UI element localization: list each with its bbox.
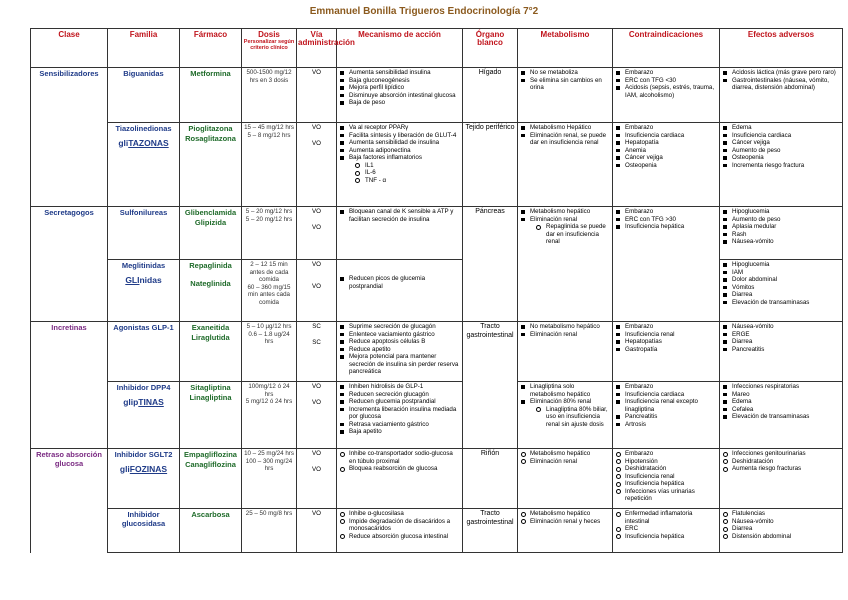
list-item: Reducen secreción glucagón — [347, 391, 460, 399]
mnemonic-suffix: FOZINAS — [129, 464, 168, 475]
route-cell — [297, 123, 337, 207]
adverse-effects-cell — [720, 382, 843, 449]
dose-text: 15 – 45 mg/12 hrs — [244, 124, 294, 131]
list-item: Facilita síntesis y liberación de GLUT-4 — [347, 132, 460, 140]
list-item: Baja de peso — [347, 99, 460, 107]
list-item: Mejora perfil lipídico — [347, 84, 460, 92]
family-cell — [108, 449, 180, 509]
organ-cell: Riñón — [463, 449, 518, 509]
sub-list-item: Linagliptina 80% biliar, uso en insuficiencia renal sin ajuste dosis — [544, 406, 610, 429]
list-item: Incrementa riesgo fractura — [730, 162, 840, 170]
mechanism-cell — [337, 207, 463, 260]
route-text: SC — [312, 323, 321, 330]
family-cell — [108, 382, 180, 449]
route-text: VO — [312, 465, 321, 473]
route-text: VO — [312, 139, 321, 147]
list-item: Gastropatía — [623, 346, 717, 354]
list-item: Bloquean canal de K sensible a ATP y facilitan secreción de insulina — [347, 208, 460, 223]
family-cell — [108, 123, 180, 207]
metabolism-cell — [518, 322, 613, 382]
list-item: Enlentece vaciamiento gástrico — [347, 331, 460, 339]
family-name: Meglitinidas — [121, 261, 166, 270]
list-item: Metabolismo hepático — [528, 450, 610, 458]
list-item: Embarazo — [623, 383, 717, 391]
list-item: Náusea-vómito — [730, 518, 840, 526]
spacer — [299, 216, 334, 224]
organ-cell: Tracto gastrointestinal — [463, 322, 518, 449]
route-text: VO — [312, 450, 321, 457]
dose-cell: 500-1500 mg/12 hrs en 3 dosis — [242, 68, 297, 123]
list-item: Inhibe co-transportador sodio-glucosa en túbulo proximal — [347, 450, 460, 465]
list-item: Cáncer vejiga — [623, 154, 717, 162]
list-item: Infecciones vías urinarias repetición — [623, 488, 717, 503]
list-item: Baja apetito — [347, 428, 460, 436]
drug-name: Sitagliptina — [190, 383, 231, 392]
route-cell — [297, 207, 337, 260]
mnemonic-suffix: TAZONAS — [128, 138, 169, 149]
list-item: Suprime secreción de glucagón — [347, 323, 460, 331]
table-row — [31, 207, 843, 260]
header-contraindicaciones: Contraindicaciones — [613, 29, 720, 68]
drug-cell — [180, 322, 242, 382]
drug-cell — [180, 382, 242, 449]
list-item: ERC con TFG <30 — [623, 77, 717, 85]
list-item: Inhiben hidrolisis de GLP-1 — [347, 383, 460, 391]
header-clase: Clase — [31, 29, 108, 68]
sub-list-item: TNF - α — [363, 177, 460, 185]
list-item: Mejora potencial para mantener secreción de insulina sin perder reserva pancreática — [349, 353, 459, 376]
metabolism-cell — [518, 68, 613, 123]
list-item: Insuficiencia renal excepto linagliptina — [623, 398, 717, 413]
list-item: Diarrea — [730, 525, 840, 533]
list-item: Embarazo — [623, 124, 717, 132]
dose-text: 10 – 25 mg/24 hrs — [244, 450, 294, 457]
list-item: Acidosis (sepsis, estrés, trauma, IAM, alcoholismo) — [623, 84, 717, 99]
list-item: Aumenta sensibilidad de insulina — [347, 139, 460, 147]
header-farmaco: Fármaco — [180, 29, 242, 68]
list-item: Elevación de transaminasas — [730, 299, 840, 307]
list-item: Eliminación renal — [528, 331, 610, 339]
adverse-effects-cell — [720, 449, 843, 509]
header-metabolismo: Metabolismo — [518, 29, 613, 68]
list-item: Se elimina sin cambios en orina — [528, 77, 610, 92]
metabolism-cell — [518, 509, 613, 553]
mechanism-cell — [337, 509, 463, 553]
list-item: Flatulencias — [730, 510, 840, 518]
list-item: Bloquea reabsorción de glucosa — [347, 465, 460, 473]
list-item: Diarrea — [730, 291, 840, 299]
adverse-effects-cell — [720, 260, 843, 322]
mechanism-cell — [337, 68, 463, 123]
spacer — [182, 271, 239, 279]
list-item: Insuficiencia hepática — [623, 223, 717, 231]
dose-cell — [242, 322, 297, 382]
list-item: Reducen picos de glucemia postprandial — [347, 275, 460, 290]
class-cell-continued — [31, 509, 108, 553]
list-item: Eliminación renal, se puede dar en insuficiencia renal — [528, 132, 610, 147]
table-row — [31, 382, 843, 449]
contraindications-cell — [613, 207, 720, 322]
list-item: Mareo — [730, 391, 840, 399]
list-item: Insuficiencia cardiaca — [730, 132, 840, 140]
table-row — [31, 260, 843, 322]
drug-name: Rosaglitazona — [185, 133, 236, 143]
list-item: Insuficiencia cardiaca — [623, 391, 717, 399]
list-item: Insuficiencia cardiaca — [623, 132, 717, 140]
route-text: VO — [312, 383, 321, 390]
mechanism-cell — [337, 382, 463, 449]
mechanism-cell — [337, 260, 463, 322]
list-item: Aumento de peso — [730, 147, 840, 155]
adverse-effects-cell — [720, 123, 843, 207]
drug-name: Repaglinida — [189, 261, 232, 270]
list-item: Insuficiencia renal — [623, 331, 717, 339]
list-item — [347, 154, 460, 184]
mnemonic-prefix: gli — [119, 464, 130, 475]
list-item: Hipoglucemia — [730, 208, 840, 216]
mechanism-cell — [337, 322, 463, 382]
family-cell: Agonistas GLP-1 — [108, 322, 180, 382]
route-text: VO — [312, 223, 321, 231]
list-item: Insuficiencia hepática — [623, 480, 717, 488]
metabolism-cell — [518, 123, 613, 207]
mechanism-cell — [337, 449, 463, 509]
adverse-effects-cell — [720, 68, 843, 123]
list-item: Edema — [730, 124, 840, 132]
contraindications-cell — [613, 322, 720, 382]
list-item: Retrasa vaciamiento gástrico — [347, 421, 460, 429]
list-item: Eliminación renal y heces — [528, 518, 610, 526]
header-via: Vía administración — [297, 29, 337, 68]
contraindications-cell — [613, 382, 720, 449]
list-item-text: Baja factores inflamatorios — [349, 154, 422, 162]
list-item: Embarazo — [623, 69, 717, 77]
drug-name: Glipizida — [194, 217, 227, 227]
dose-text: 60 – 360 mg/15 min antes cada comida — [247, 283, 291, 306]
list-item: Linagliptina solo metabolismo hepático — [528, 383, 610, 398]
class-cell: Incretinas — [31, 322, 108, 382]
list-item: Osteopenia — [623, 162, 717, 170]
list-item: Deshidratación — [623, 465, 717, 473]
list-item: Deshidratación — [730, 458, 840, 466]
table-row — [31, 509, 843, 553]
list-item: ERC con TFG >30 — [623, 216, 717, 224]
mnemonic — [110, 275, 177, 285]
list-item: Cáncer vejiga — [730, 139, 840, 147]
family-name: Inhibidor SGLT2 — [114, 450, 173, 459]
family-cell: Inhibidor glucosidasa — [108, 509, 180, 553]
spacer — [299, 458, 334, 466]
list-item-text: Eliminación 80% renal — [530, 398, 592, 406]
list-item: Aumenta sensibilidad insulina — [347, 69, 460, 77]
spacer — [299, 132, 334, 140]
list-item — [528, 216, 610, 246]
class-cell: Retraso absorción glucosa — [31, 449, 108, 509]
list-item: Reduce apoptosis células B — [347, 338, 460, 346]
list-item: Hipoglucemia — [730, 261, 840, 269]
list-item: No metabolismo hepático — [528, 323, 610, 331]
list-item: Acidosis láctica (más grave pero raro) — [730, 69, 840, 77]
route-cell — [297, 449, 337, 509]
contraindications-cell — [613, 449, 720, 509]
list-item: Gastrointestinales (náusea, vómito, diarrea, distensión abdominal) — [730, 77, 840, 92]
list-item: No se metaboliza — [528, 69, 610, 77]
list-item: Aplasia medular — [730, 223, 840, 231]
list-item: Pancreatitis — [730, 346, 840, 354]
route-text: VO — [312, 208, 321, 215]
drug-name: Exaneitida — [191, 323, 230, 332]
table-row — [31, 449, 843, 509]
header-row — [31, 29, 843, 68]
drug-name: Liraglutida — [191, 332, 230, 342]
organ-cell: Hígado — [463, 68, 518, 123]
dose-text: 5 – 20 mg/12 hrs — [245, 208, 293, 215]
list-item: ERC — [623, 525, 717, 533]
list-item: Aumento de peso — [730, 216, 840, 224]
class-cell-continued — [31, 382, 108, 449]
dose-cell — [242, 382, 297, 449]
dose-cell: 25 – 50 mg/8 hrs — [242, 509, 297, 553]
list-item: Rash — [730, 231, 840, 239]
route-text: VO — [312, 398, 321, 406]
list-item: Aumenta adiponectina — [347, 147, 460, 155]
list-item: IAM — [730, 269, 840, 277]
list-item: Embarazo — [623, 208, 717, 216]
dose-cell — [242, 207, 297, 260]
contraindications-cell — [613, 68, 720, 123]
metabolism-cell — [518, 449, 613, 509]
adverse-effects-cell — [720, 322, 843, 382]
list-item: Edema — [730, 398, 840, 406]
list-item: Vómitos — [730, 284, 840, 292]
drug-name: Linagliptina — [189, 392, 232, 402]
list-item: Incrementa liberación insulina mediada por glucosa — [347, 406, 460, 421]
list-item: Metabolismo hepático — [528, 510, 610, 518]
drug-cell — [180, 449, 242, 509]
spacer — [299, 269, 334, 283]
class-cell-continued — [31, 123, 108, 207]
drug-name: Canagliflozina — [185, 459, 236, 469]
drug-cell — [180, 123, 242, 207]
class-cell: Sensibilizadores — [31, 68, 108, 123]
header-organo: Órgano blanco — [463, 29, 518, 68]
metabolism-cell — [518, 207, 613, 322]
dose-text: 2 – 12 15 min antes de cada comida — [249, 261, 289, 284]
drug-name: Empagliflozina — [184, 450, 237, 459]
drug-name: Pioglitazona — [188, 124, 233, 133]
list-item: Metabolismo Hepático — [528, 124, 610, 132]
drug-cell — [180, 207, 242, 260]
route-cell: VO — [297, 509, 337, 553]
route-text: VO — [312, 261, 321, 268]
family-cell: Sulfonilureas — [108, 207, 180, 260]
spacer — [299, 331, 334, 339]
table-row — [31, 322, 843, 382]
header-dosis — [242, 29, 297, 68]
mnemonic-prefix: GLI — [125, 275, 140, 286]
dose-text: 100 – 300 mg/24 hrs — [245, 457, 293, 473]
route-text: VO — [312, 282, 321, 290]
dose-cell — [242, 260, 297, 322]
family-cell — [108, 260, 180, 322]
mnemonic — [110, 138, 177, 148]
dose-text: 5 – 10 µg/12 hrs — [246, 323, 292, 330]
list-item: Náusea-vómito — [730, 238, 840, 246]
list-item: Anemia — [623, 147, 717, 155]
list-item: Metabolismo hepático — [528, 208, 610, 216]
dose-text: 5 mg/12 ó 24 hrs — [245, 398, 293, 406]
list-item: Insuficiencia hepática — [623, 533, 717, 541]
spacer — [339, 261, 460, 275]
adverse-effects-cell — [720, 207, 843, 260]
mnemonic-suffix: nidas — [139, 275, 162, 286]
organ-cell: Tracto gastrointestinal — [463, 509, 518, 553]
drug-cell: Ascarbosa — [180, 509, 242, 553]
route-cell — [297, 260, 337, 322]
family-name: Tiazolinedionas — [115, 124, 172, 133]
header-familia: Familia — [108, 29, 180, 68]
list-item: Infecciones respiratorias — [730, 383, 840, 391]
mnemonic-suffix: TINAS — [138, 397, 164, 408]
table-row — [31, 68, 843, 123]
list-item: Cefalea — [730, 406, 840, 414]
route-text: SC — [312, 338, 321, 346]
route-text: VO — [312, 124, 321, 131]
list-item: Reduce apetito — [347, 346, 460, 354]
page-title: Emmanuel Bonilla Trigueros Endocrinología 7°2 — [309, 6, 539, 17]
list-item: Embarazo — [623, 450, 717, 458]
header-efectos: Efectos adversos — [720, 29, 843, 68]
list-item: Baja gluconeogénesis — [347, 77, 460, 85]
dose-text: 0.6 – 1.8 ug/24 hrs — [248, 330, 290, 346]
header-dosis-note: Personalizar según criterio clínico — [243, 39, 295, 52]
list-item: Reduce absorción glucosa intestinal — [347, 533, 460, 541]
header-mecanismo: Mecanismo de acción — [337, 29, 463, 68]
sub-list-item: IL-6 — [363, 169, 460, 177]
sub-list-item: Repaglinida se puede dar en insuficiencia renal — [544, 223, 610, 246]
list-item: Reducen glucemia postprandial — [347, 398, 460, 406]
mnemonic-prefix: glip — [123, 397, 139, 408]
list-item: Elevación de transaminasas — [730, 413, 840, 421]
list-item: Infecciones genitourinarias — [730, 450, 840, 458]
list-item: Hipotensión — [623, 458, 717, 466]
route-cell: VO — [297, 68, 337, 123]
list-item: Va al receptor PPARγ — [347, 124, 460, 132]
list-item: Dolor abdominal — [730, 276, 840, 284]
list-item: Embarazo — [623, 323, 717, 331]
list-item: Distensión abdominal — [730, 533, 840, 541]
mnemonic — [110, 397, 177, 407]
spacer — [299, 391, 334, 399]
list-item: Hepatopatías — [623, 338, 717, 346]
class-cell: Secretagogos — [31, 207, 108, 260]
drug-table — [30, 28, 843, 553]
contraindications-cell — [613, 509, 720, 553]
adverse-effects-cell — [720, 509, 843, 553]
drug-name: Glibenclamida — [184, 208, 237, 217]
list-item: Inhibe α-glucosilasa — [347, 510, 460, 518]
list-item: Enfermedad inflamatoria intestinal — [623, 510, 717, 525]
list-item: ERGE — [730, 331, 840, 339]
organ-cell: Páncreas — [463, 207, 518, 322]
list-item: Náusea-vómito — [730, 323, 840, 331]
list-item — [528, 398, 610, 428]
list-item: Diarrea — [730, 338, 840, 346]
list-item: Aumenta riesgo fracturas — [730, 465, 840, 473]
header-dosis-label: Dosis — [258, 30, 280, 39]
list-item-text: Eliminación renal — [530, 215, 578, 223]
dose-text: 5 – 8 mg/12 hrs — [247, 131, 291, 139]
drug-name: Nateglinida — [190, 278, 231, 288]
table-row — [31, 123, 843, 207]
mnemonic — [110, 464, 177, 474]
list-item: Disminuye absorción intestinal glucosa — [347, 92, 460, 100]
sub-list-item: IL1 — [363, 162, 460, 170]
list-item: Impide degradación de disacáridos a monosacáridos — [347, 518, 460, 533]
list-item: Hepatopatía — [623, 139, 717, 147]
dose-text: 100mg/12 ó 24 hrs — [248, 383, 290, 398]
organ-cell: Tejido periférico — [463, 123, 518, 207]
list-item: Insuficiencia renal — [623, 473, 717, 481]
dose-cell — [242, 123, 297, 207]
family-cell: Biguanidas — [108, 68, 180, 123]
route-cell — [297, 322, 337, 382]
list-item: Osteopenia — [730, 154, 840, 162]
contraindications-cell — [613, 123, 720, 207]
mechanism-cell — [337, 123, 463, 207]
list-item: Artrosis — [623, 421, 717, 429]
list-item: Pancreatitis — [623, 413, 717, 421]
mnemonic-prefix: gli — [118, 138, 129, 149]
dose-text: 5 – 20 mg/12 hrs — [245, 215, 293, 223]
class-cell-continued — [31, 260, 108, 322]
drug-cell — [180, 260, 242, 322]
route-cell — [297, 382, 337, 449]
family-name: Inhibidor DPP4 — [116, 383, 171, 392]
drug-cell: Metformina — [180, 68, 242, 123]
metabolism-cell — [518, 382, 613, 449]
dose-cell — [242, 449, 297, 509]
list-item: Eliminación renal — [528, 458, 610, 466]
